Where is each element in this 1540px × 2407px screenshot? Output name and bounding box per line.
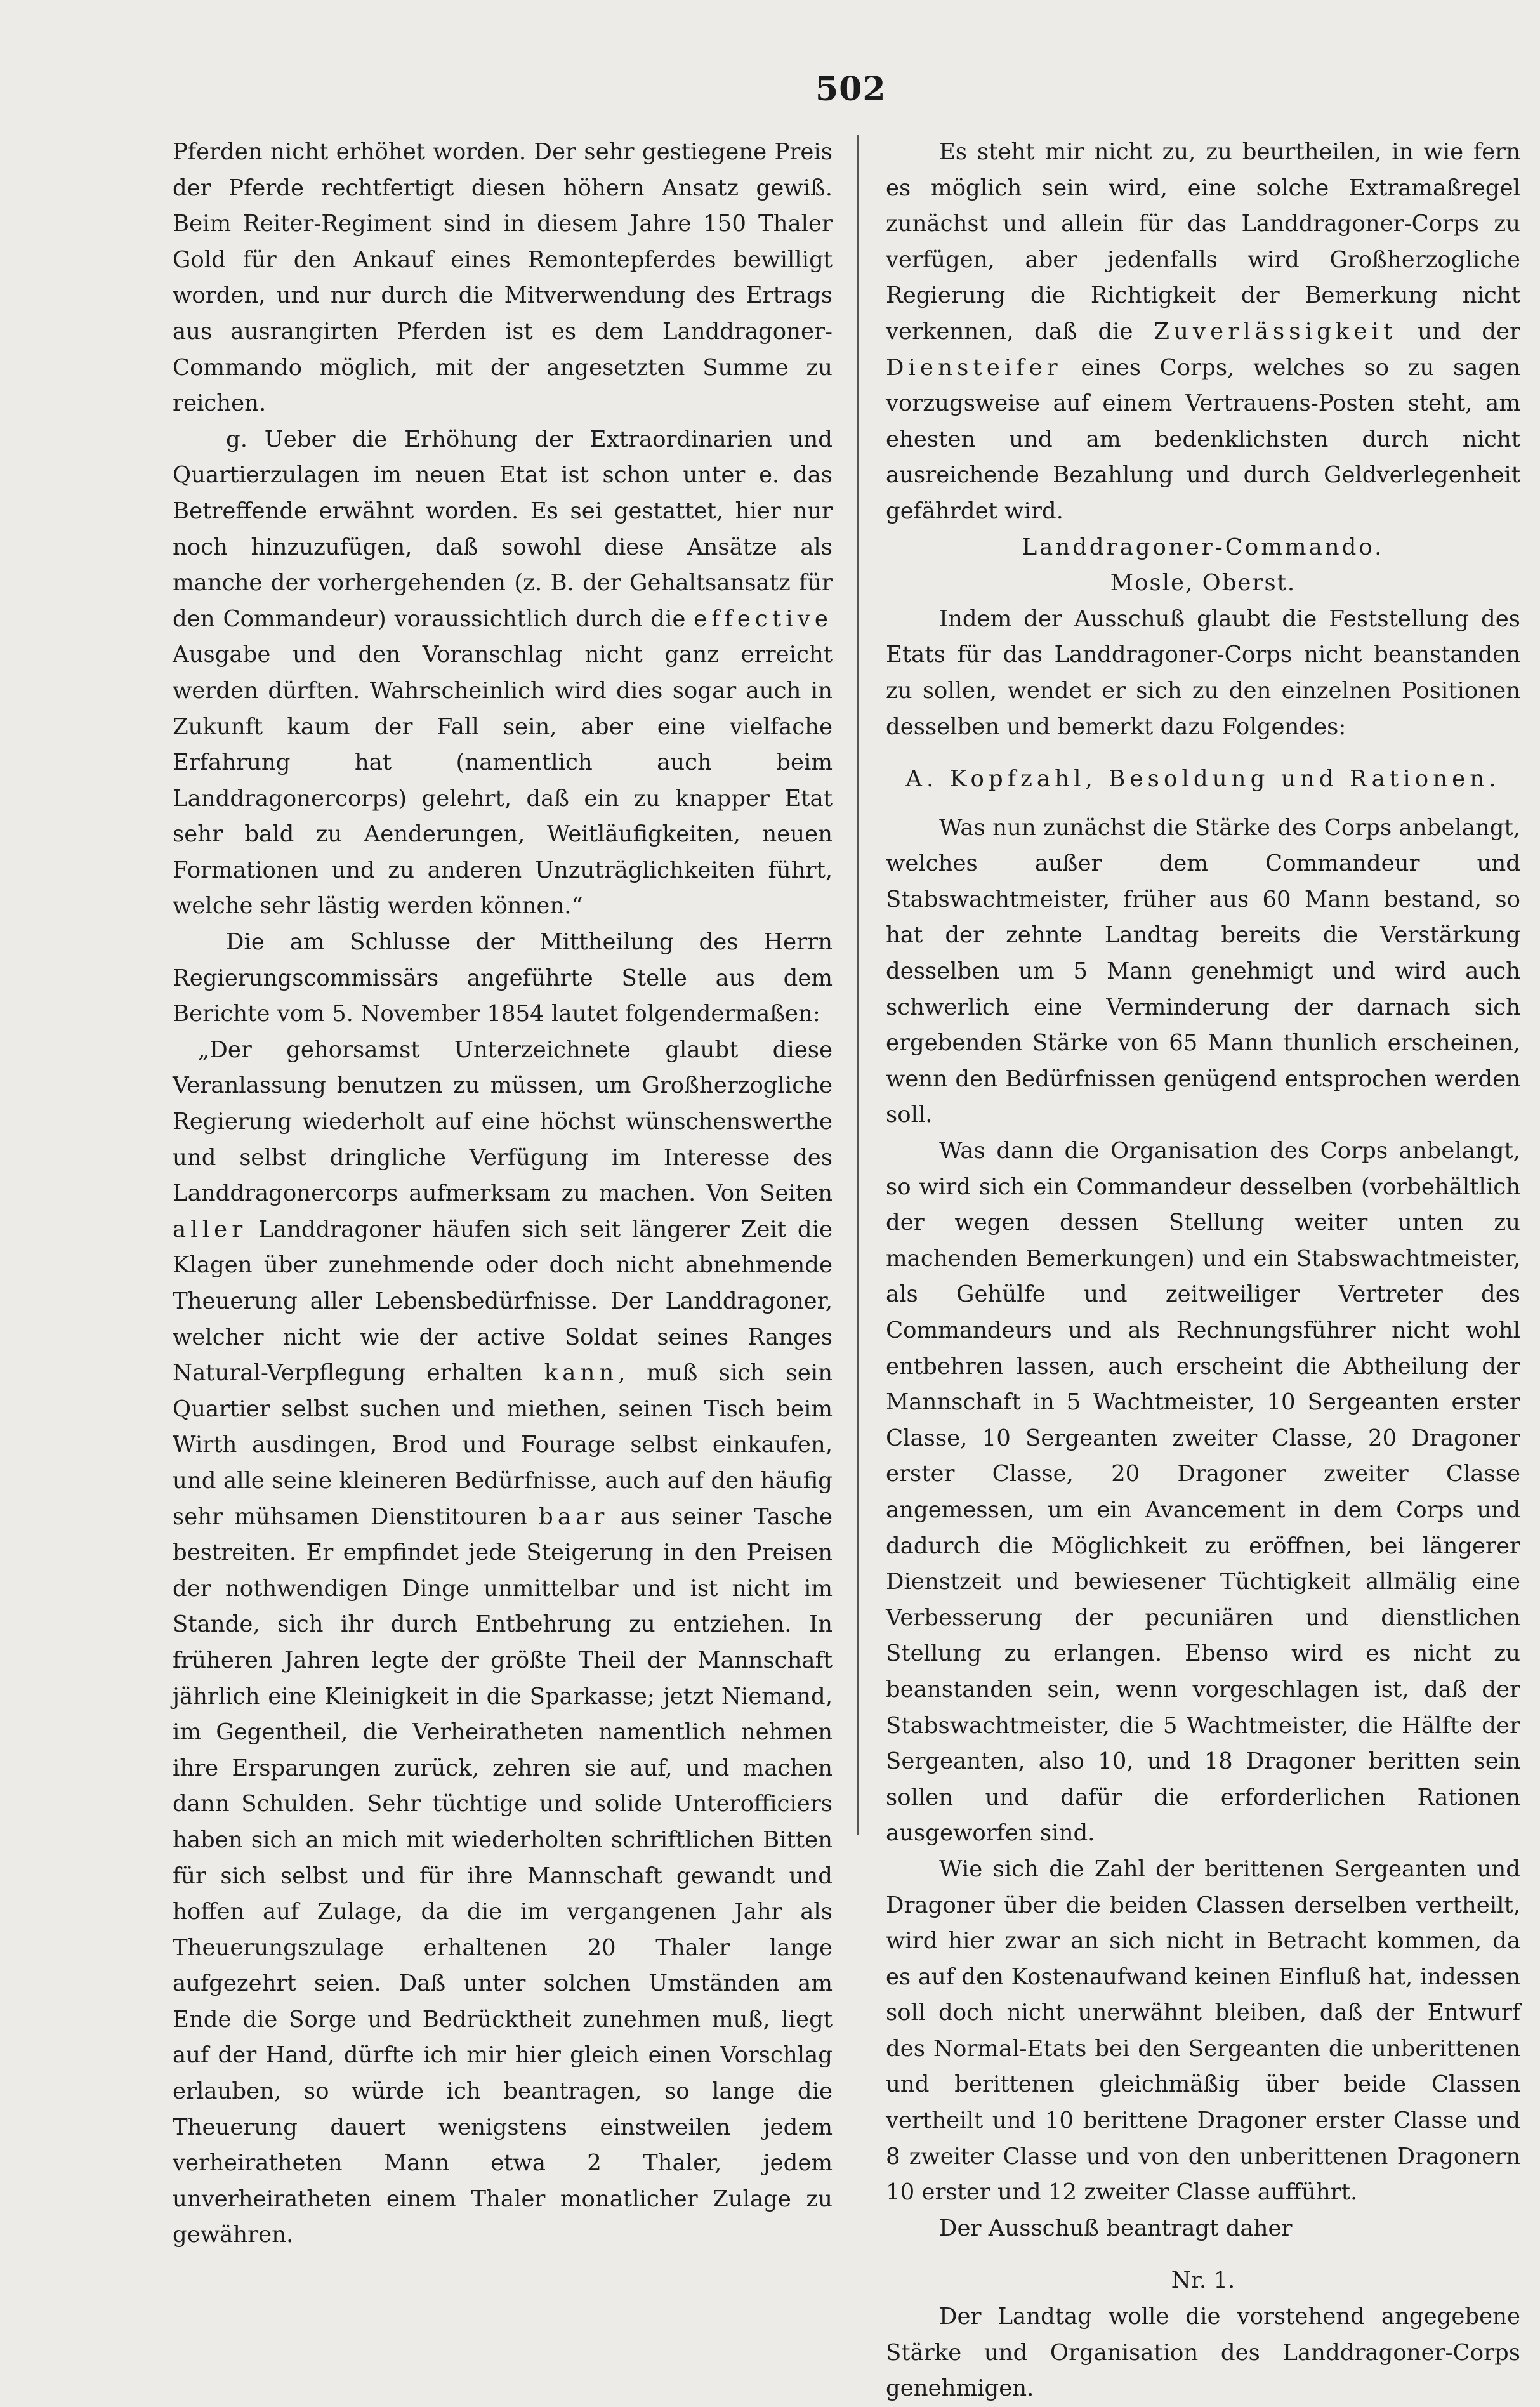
paragraph-staerke: Was nun zunächst die Stärke des Corps anbelangt, welches außer dem Commandeur und Stabswachtmeister, früher aus 60 Mann bestand, so hat der zehnte Landtag bereits die Verstärkung desselben um 5 Mann genehmigt und wird auch schwerlich eine Verminderung der darnach sich ergebenden Stärke von 65 Mann thunlich erscheinen, wenn den Bedürfnissen genügend entsprochen werden soll. [886,814,1520,1128]
paragraph-antrag-intro: Der Ausschuß beantragt daher [939,2215,1293,2241]
text-run: g. Ueber die Erhöhung der Extraordinarien und Quartierzulagen im neuen Etat ist schon unter e. das Betreffende erwähnt worden. Es sei gestattet, hier nur noch hinzuzufügen, daß sowohl diese Ansätze als manche der vorhergehenden (z. B. der Gehaltsansatz für den Commandeur) voraussichtlich durch die [173,426,833,632]
paragraph-motion: Der Landtag wolle die vorstehend angegebene Stärke und Organisation des Landdragoner-Corps genehmigen. [886,2304,1520,2402]
spaced-word-aller: aller [173,1216,247,1243]
signature-name: Mosle, Oberst. [1110,570,1296,597]
spaced-word-effective: effective [694,605,833,632]
paragraph-berittene: Wie sich die Zahl der berittenen Sergeanten und Dragoner über die beiden Classen derselben vertheilt, wird hier zwar an sich nicht in Betracht kommen, da es auf den Kostenaufwand keinen Einfluß hat, indessen soll doch nicht unerwähnt bleiben, daß der Entwurf des Normal-Etats bei den Sergeanten die unberittenen und berittenen gleichmäßig über beide Classen vertheilt und 10 berittene Dragoner erster Classe und 8 zweiter Classe und von den unberittenen Dragonern 10 erster und 12 zweiter Classe aufführt. [886,1856,1520,2206]
text-run: und der [1397,318,1520,345]
page-number: 502 [815,70,886,109]
signature-office: Landdragoner-Commando. [1022,534,1385,560]
text-run: aus seiner Tasche bestreiten. Er empfindet jede Steigerung in den Preisen der nothwendigen Dinge unmittelbar und ist nicht im Stande, sich ihr durch Entbehrung zu entziehen. In früheren Jahren legte der größte Theil der Mannschaft jährlich eine Kleinigkeit in die Sparkasse; jetzt Niemand, im Gegentheil, die Verheiratheten namentlich nehmen ihre Ersparungen zurück, zehren sie auf, und machen dann Schulden. Sehr tüchtige und solide Unterofficiers haben sich an mich mit wiederholten schriftlichen Bitten für sich selbst und für ihre Mannschaft gewandt und hoffen auf Zulage, da die im vergangenen Jahr als Theuerungszulage erhaltenen 20 Thaler lange aufgezehrt seien. Daß unter solchen Umständen am Ende die Sorge und Bedrücktheit zunehmen muß, liegt auf der Hand, dürfte ich mir hier gleich einen Vorschlag erlauben, so würde ich beantragen, so lange die Theuerung dauert wenigstens einstweilen jedem verheiratheten Mann etwa 2 Thaler, jedem unverheiratheten einem Thaler monatlicher Zulage zu gewähren. [173,1503,833,2248]
text-run: , muß sich sein Quartier selbst suchen und miethen, seinen Tisch beim Wirth ausdingen, Brod und Fourage selbst einkaufen, und alle seine kleineren Bedürfnisse, auch auf den häufig sehr mühsamen Dienstitouren [173,1360,833,1530]
left-column [173,135,833,2253]
paragraph-g [173,422,833,925]
column-divider [857,135,859,1835]
paragraph-quoted-report [173,1032,833,2253]
text-run: Ausgabe und den Voranschlag nicht ganz erreicht werden dürften. Wahrscheinlich wird dies sogar auch in Zukunft kaum der Fall sein, aber eine vielfache Erfahrung hat (namentlich auch beim Landdragonercorps) gelehrt, daß ein zu knapper Etat sehr bald zu Aenderungen, Weitläufigkeiten, neuen Formationen und zu anderen Unzuträglichkeiten führt, welche sehr lästig werden können.“ [173,642,833,920]
paragraph-report-continued [886,135,1520,530]
text-run: „Der gehorsamst Unterzeichnete glaubt diese Veranlassung benutzen zu müssen, um Großherzogliche Regierung wiederholt auf eine höchst wünschenswerthe und selbst dringliche Verfügung im Interesse des Landdragonercorps aufmerksam zu machen. Von Seiten [173,1036,833,1207]
paragraph-ausschuss: Indem der Ausschuß glaubt die Feststellung des Etats für das Landdragoner-Corps nicht beanstanden zu sollen, wendet er sich zu den einzelnen Positionen desselben und bemerkt dazu Folgendes: [886,605,1520,740]
text-run: Landdragoner häufen sich seit längerer Zeit die Klagen über zunehmende oder doch nicht abnehmende Theuerung aller Lebensbedürfnisse. Der Landdragoner, welcher nicht wie der active Soldat seines Ranges Natural-Verpflegung erhalten [173,1216,833,1387]
spaced-word-baar: baar [539,1503,609,1530]
text-run: eines Corps, welches so zu sagen vorzugsweise auf einem Vertrauens-Posten steht, am ehesten und am bedenklichsten durch nicht ausreichende Bezahlung und durch Geldverlegenheit gefährdet wird. [886,354,1520,524]
right-column [886,135,1520,2407]
text-run: Es steht mir nicht zu, zu beurtheilen, in wie fern es möglich sein wird, eine solche Extramaßregel zunächst und allein für das Landdragoner-Corps zu verfügen, aber jedenfalls wird Großherzogliche Regierung die Richtigkeit der Bemerkung nicht verkennen, daß die [886,139,1520,345]
spaced-word-zuverlaessigkeit: Zuverlässigkeit [1154,318,1397,345]
spaced-word-diensteifer: Diensteifer [886,354,1062,381]
spaced-word-kann: kann [544,1360,619,1387]
paragraph-organisation: Was dann die Organisation des Corps anbelangt, so wird sich ein Commandeur desselben (vorbehältlich der wegen dessen Stellung weiter unten zu machenden Bemerkungen) und ein Stabswachtmeister, als Gehülfe und zeitweiliger Vertreter des Commandeurs und als Rechnungsführer nicht wohl entbehren lassen, auch erscheint die Abtheilung der Mannschaft in 5 Wachtmeister, 10 Sergeanten erster Classe, 10 Sergeanten zweiter Classe, 20 Dragoner erster Classe, 20 Dragoner zweiter Classe angemessen, um ein Avancement in dem Corps und dadurch die Möglichkeit zu eröffnen, bei längerer Dienstzeit und bewiesener Tüchtigkeit allmälig eine Verbesserung der pecuniären und dienstlichen Stellung zu erlangen. Ebenso wird es nicht zu beanstanden sein, wenn vorgeschlagen ist, daß der Stabswachtmeister, die 5 Wachtmeister, die Hälfte der Sergeanten, also 10, und 18 Dragoner beritten sein sollen und dafür die erforderlichen Rationen ausgeworfen sind. [886,1138,1520,1847]
section-heading-a: A. Kopfzahl, Besoldung und Rationen. [905,766,1501,793]
motion-number: Nr. 1. [1171,2267,1235,2294]
paragraph-bericht-intro: Die am Schlusse der Mittheilung des Herrn Regierungscommissärs angeführte Stelle aus dem Berichte vom 5. November 1854 lautet folgendermaßen: [173,929,833,1027]
paragraph-pferde: Pferden nicht erhöhet worden. Der sehr gestiegene Preis der Pferde rechtfertigt diesen höhern Ansatz gewiß. Beim Reiter-Regiment sind in diesem Jahre 150 Thaler Gold für den Ankauf eines Remontepferdes bewilligt worden, und nur durch die Mitverwendung des Ertrags aus ausrangirten Pferden ist es dem Landdragoner-Commando möglich, mit der angesetzten Summe zu reichen. [173,139,833,417]
